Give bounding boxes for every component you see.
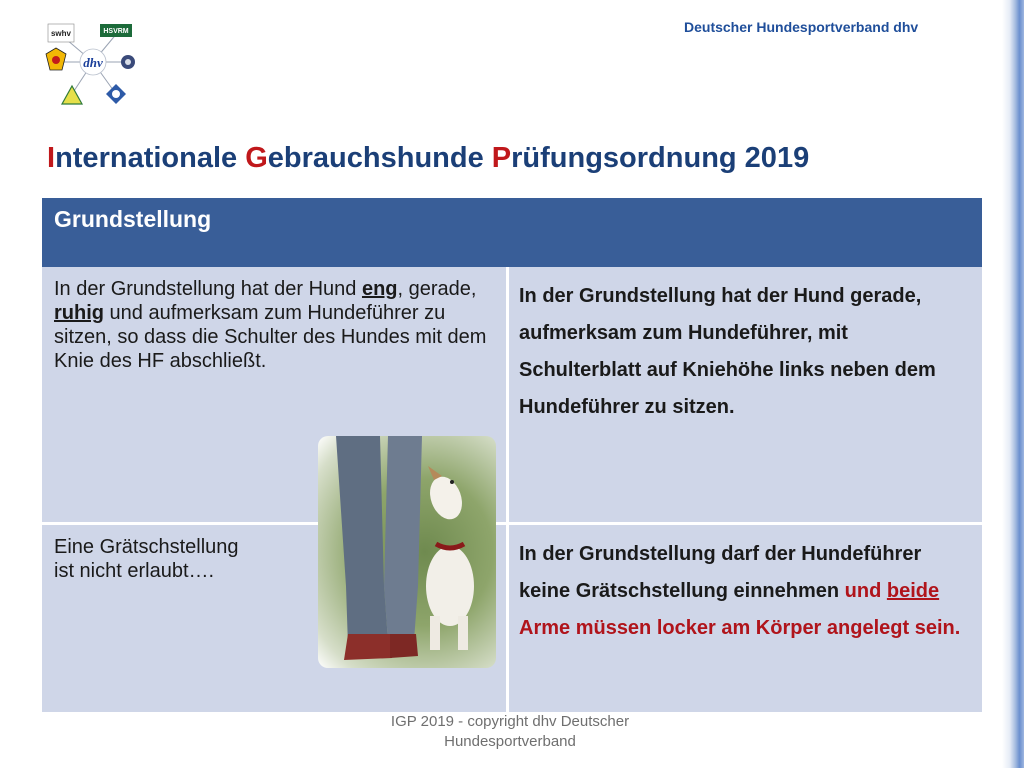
footer-copyright: IGP 2019 - copyright dhv Deutscher Hundesportverband [390, 713, 630, 750]
new-rule-text: In der Grundstellung darf der Hundeführer keine Grätschstellung einnehmen und beide Arme müssen locker am Körper angelegt sein. [519, 543, 961, 639]
old-rule-text: In der Grundstellung hat der Hund eng, gerade, ruhig und aufmerksam zum Hundeführer zu sitzen, so dass die Schulter des Hundes mit dem Knie des HF abschließt. [54, 278, 487, 372]
decorative-side-strip [1002, 0, 1024, 768]
table-row [42, 267, 982, 522]
dog-handler-photo [318, 436, 496, 668]
logo-cluster [38, 18, 148, 110]
new-rule-cell [506, 267, 982, 522]
logo-dhv-text: dhv [83, 55, 103, 70]
new-rule-text: In der Grundstellung hat der Hund gerade, aufmerksam zum Hundeführer, mit Schulterblatt auf Kniehöhe links neben dem Hundeführer zu sitzen. [519, 285, 936, 418]
rules-table [42, 198, 982, 712]
logo-graphic [38, 18, 148, 110]
logo-hsvrm-text: HSVRM [103, 28, 129, 35]
table-row [42, 522, 982, 712]
page-title: Internationale Gebrauchshunde Prüfungsordnung 2019 [47, 142, 810, 174]
new-rule-cell [506, 525, 982, 712]
organization-name: Deutscher Hundesportverband dhv [684, 19, 919, 35]
old-rule-text: Eine Grätschstellung ist nicht erlaubt…. [54, 536, 239, 582]
table-header: Grundstellung [42, 198, 982, 267]
logo-swhv-text: swhv [50, 29, 72, 38]
photo-illustration [318, 436, 496, 668]
